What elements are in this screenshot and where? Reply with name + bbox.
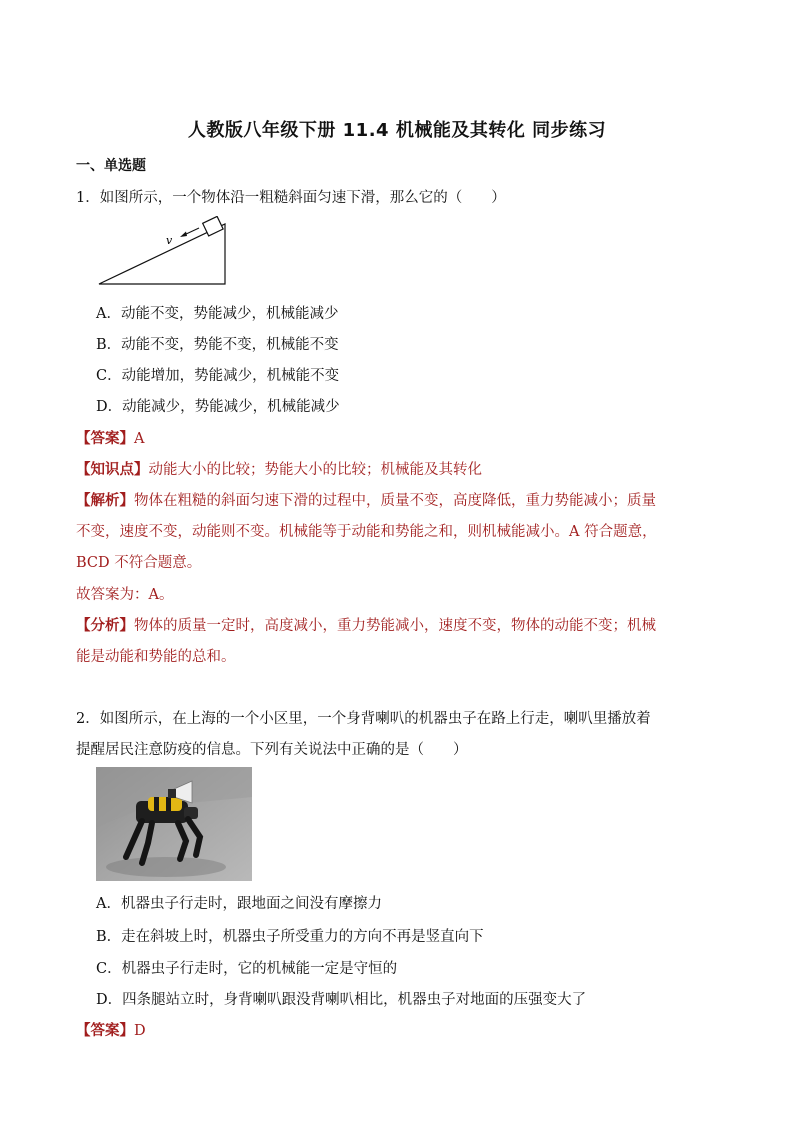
q2-option-d: D．四条腿站立时，身背喇叭跟没背喇叭相比，机器虫子对地面的压强变大了 bbox=[96, 992, 587, 1008]
q1-answer bbox=[76, 427, 144, 448]
q1-analysis-line-3: BCD 不符合题意。 bbox=[76, 555, 202, 571]
q2-answer bbox=[76, 1019, 146, 1040]
incline-figure bbox=[96, 216, 228, 288]
answer-tag: 【答案】 bbox=[76, 1022, 134, 1039]
q2-option-c: C．机器虫子行走时，它的机械能一定是守恒的 bbox=[96, 961, 398, 977]
q1-fenxi-line-2: 能是动能和势能的总和。 bbox=[76, 649, 236, 665]
q2-option-a: A．机器虫子行走时，跟地面之间没有摩擦力 bbox=[96, 896, 382, 912]
q1-option-d: D．动能减少，势能减少，机械能减少 bbox=[96, 399, 340, 415]
q1-conclusion: 故答案为：A。 bbox=[76, 587, 174, 603]
velocity-label: v bbox=[166, 234, 173, 247]
page-title: 人教版八年级下册 11.4 机械能及其转化 同步练习 bbox=[187, 120, 607, 141]
q1-option-b: B．动能不变，势能不变，机械能不变 bbox=[96, 337, 339, 353]
velocity-arrowhead bbox=[180, 232, 187, 238]
answer-value: D bbox=[134, 1023, 146, 1039]
analysis-tag: 【解析】 bbox=[76, 492, 134, 509]
section-heading: 一、单选题 bbox=[76, 158, 146, 174]
q1-option-a: A．动能不变，势能减少，机械能减少 bbox=[96, 306, 339, 322]
fenxi-tag: 【分析】 bbox=[76, 617, 134, 634]
analysis-text-1: 物体在粗糙的斜面匀速下滑的过程中，质量不变，高度降低，重力势能减小；质量 bbox=[134, 493, 656, 509]
question-2-stem-line-2: 提醒居民注意防疫的信息。下列有关说法中正确的是（ ） bbox=[76, 742, 468, 758]
question-1-stem: 1．如图所示，一个物体沿一粗糙斜面匀速下滑，那么它的（ ） bbox=[76, 190, 506, 206]
incline-triangle bbox=[99, 224, 225, 284]
q2-option-b: B．走在斜坡上时，机器虫子所受重力的方向不再是竖直向下 bbox=[96, 929, 484, 945]
knowledge-text: 动能大小的比较；势能大小的比较；机械能及其转化 bbox=[148, 462, 482, 478]
fenxi-text-1: 物体的质量一定时，高度减小，重力势能减小，速度不变，物体的动能不变；机械 bbox=[134, 618, 656, 634]
q1-analysis-line-2: 不变，速度不变，动能则不变。机械能等于动能和势能之和，则机械能减小。A 符合题意， bbox=[76, 524, 657, 540]
answer-tag: 【答案】 bbox=[76, 430, 134, 447]
robot-dog-photo bbox=[96, 767, 252, 881]
answer-value: A bbox=[134, 431, 145, 447]
q1-analysis-line-1 bbox=[76, 489, 656, 510]
knowledge-tag: 【知识点】 bbox=[76, 461, 149, 478]
q1-option-c: C．动能增加，势能减少，机械能不变 bbox=[96, 368, 340, 384]
question-2-stem-line-1: 2．如图所示，在上海的一个小区里，一个身背喇叭的机器虫子在路上行走，喇叭里播放着 bbox=[76, 711, 651, 727]
q1-knowledge bbox=[76, 458, 482, 479]
q1-fenxi-line-1 bbox=[76, 614, 656, 635]
